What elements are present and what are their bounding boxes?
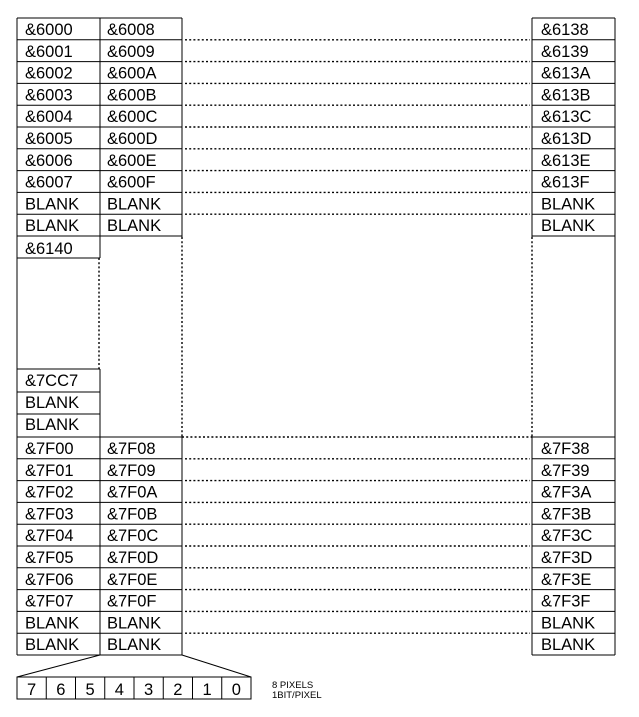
address-cell: &600A bbox=[107, 64, 157, 83]
address-cell: &7F3D bbox=[541, 549, 593, 567]
address-cell: &6139 bbox=[541, 42, 589, 61]
address-cell: BLANK bbox=[541, 217, 596, 236]
address-cell: &600D bbox=[107, 130, 158, 148]
address-cell: &6005 bbox=[25, 130, 73, 148]
address-cell: &7F04 bbox=[25, 527, 74, 546]
address-cell: BLANK bbox=[107, 636, 162, 655]
bit-cell: 7 bbox=[27, 681, 37, 699]
address-cell: BLANK bbox=[107, 217, 162, 236]
address-cell: &6007 bbox=[25, 173, 73, 192]
address-cell: &7F0D bbox=[107, 549, 159, 567]
bit-cell: 6 bbox=[56, 681, 66, 699]
address-cell: &600C bbox=[107, 108, 158, 127]
address-cell: &6001 bbox=[25, 42, 73, 61]
bit-cell: 4 bbox=[114, 681, 124, 699]
address-cell: BLANK bbox=[107, 614, 162, 633]
address-cell: &613F bbox=[541, 173, 590, 192]
address-cell: BLANK bbox=[25, 394, 80, 412]
address-cell: BLANK bbox=[25, 636, 80, 655]
address-cell: &7F07 bbox=[25, 592, 74, 611]
bit-cells bbox=[27, 677, 241, 699]
address-cell: &6009 bbox=[107, 42, 155, 61]
address-cell: &613C bbox=[541, 108, 592, 127]
address-cell: &6138 bbox=[541, 21, 589, 39]
address-cell: &6004 bbox=[25, 108, 73, 127]
address-cell: &6003 bbox=[25, 86, 73, 105]
bit-cell: 0 bbox=[231, 681, 241, 699]
bit-cell: 5 bbox=[85, 681, 95, 699]
address-cell: BLANK bbox=[107, 195, 162, 214]
address-cell: &7F3C bbox=[541, 527, 593, 546]
address-cell: &7F3A bbox=[541, 483, 592, 502]
address-cell: &6008 bbox=[107, 21, 155, 39]
address-cell: &7CC7 bbox=[25, 372, 79, 390]
address-cell: BLANK bbox=[541, 614, 596, 633]
bottom-block-rows bbox=[17, 437, 615, 654]
address-cell: &7F0C bbox=[107, 527, 159, 546]
address-cell: &7F05 bbox=[25, 549, 74, 567]
address-cell: &7F09 bbox=[107, 461, 156, 480]
bit-cell: 1 bbox=[202, 681, 212, 699]
address-cell: BLANK bbox=[25, 416, 80, 434]
address-cell: &600F bbox=[107, 173, 156, 192]
address-cell: &7F39 bbox=[541, 461, 590, 480]
address-cell: BLANK bbox=[541, 195, 596, 214]
address-cell: &6140 bbox=[25, 240, 73, 258]
byte-bit-layout bbox=[17, 655, 322, 701]
address-cell: &613E bbox=[541, 151, 591, 170]
middle-block bbox=[17, 240, 532, 437]
top-block-rows bbox=[17, 21, 615, 236]
address-cell: &7F02 bbox=[25, 483, 74, 502]
address-cell: BLANK bbox=[541, 636, 596, 655]
address-cell: &7F0A bbox=[107, 483, 158, 502]
bit-caption-line1: 8 PIXELS bbox=[272, 680, 314, 691]
bit-cell: 3 bbox=[144, 681, 154, 699]
address-cell: &600E bbox=[107, 151, 157, 170]
address-cell: &7F3E bbox=[541, 570, 592, 589]
address-cell: &7F0B bbox=[107, 505, 158, 524]
bit-cell: 2 bbox=[173, 681, 183, 699]
address-cell: &7F00 bbox=[25, 440, 74, 458]
address-cell: &6000 bbox=[25, 21, 73, 39]
address-cell: &7F3B bbox=[541, 505, 592, 524]
address-cell: &7F0F bbox=[107, 592, 157, 611]
address-cell: &6006 bbox=[25, 151, 73, 170]
bit-caption-line2: 1BIT/PIXEL bbox=[272, 690, 322, 701]
address-cell: &7F06 bbox=[25, 570, 74, 589]
address-cell: &7F03 bbox=[25, 505, 74, 524]
address-cell: &613A bbox=[541, 64, 591, 83]
address-cell: &613B bbox=[541, 86, 591, 105]
address-cell: &7F3F bbox=[541, 592, 591, 611]
address-cell: &7F0E bbox=[107, 570, 158, 589]
address-cell: &7F01 bbox=[25, 461, 74, 480]
address-cell: &600B bbox=[107, 86, 157, 105]
address-cell: BLANK bbox=[25, 614, 80, 633]
address-cell: &7F38 bbox=[541, 440, 590, 458]
address-cell: &7F08 bbox=[107, 440, 156, 458]
address-cell: &6002 bbox=[25, 64, 73, 83]
address-cell: BLANK bbox=[25, 217, 80, 236]
address-cell: &613D bbox=[541, 130, 592, 148]
address-cell: BLANK bbox=[25, 195, 80, 214]
